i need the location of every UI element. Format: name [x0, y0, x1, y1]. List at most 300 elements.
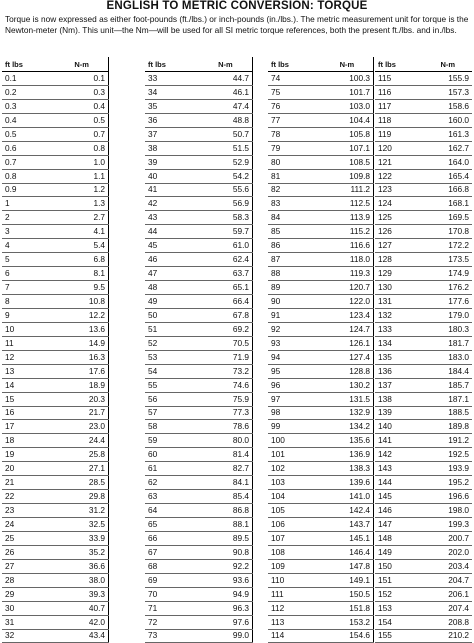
header-row: [145, 57, 253, 72]
table-row: [268, 462, 374, 476]
nm-cell: 208.8: [424, 615, 473, 629]
nm-cell: 104.4: [321, 113, 374, 127]
ft-lbs-cell: 98: [268, 406, 321, 420]
nm-cell: 169.5: [424, 211, 473, 225]
ft-lbs-cell: 42: [145, 197, 199, 211]
nm-cell: 9.5: [55, 281, 108, 295]
nm-cell: 90.8: [199, 545, 253, 559]
ft-lbs-cell: 2: [2, 211, 55, 225]
ft-lbs-cell: 142: [375, 448, 424, 462]
nm-cell: 56.9: [199, 197, 253, 211]
ft-lbs-cell: 101: [268, 448, 321, 462]
ft-lbs-cell: 149: [375, 545, 424, 559]
ft-lbs-cell: 106: [268, 518, 321, 532]
table-row: [2, 378, 109, 392]
ft-lbs-cell: 65: [145, 518, 199, 532]
nm-cell: 80.0: [199, 434, 253, 448]
ft-lbs-cell: 69: [145, 573, 199, 587]
table-row: [2, 253, 109, 267]
ft-lbs-cell: 3: [2, 225, 55, 239]
nm-cell: 74.6: [199, 378, 253, 392]
ft-lbs-cell: 23: [2, 504, 55, 518]
ft-lbs-cell: 11: [2, 336, 55, 350]
nm-cell: 136.9: [321, 448, 374, 462]
ft-lbs-cell: 150: [375, 559, 424, 573]
nm-cell: 1.3: [55, 197, 108, 211]
ft-lbs-cell: 96: [268, 378, 321, 392]
table-row: [268, 281, 374, 295]
table-row: [375, 211, 472, 225]
nm-cell: 54.2: [199, 169, 253, 183]
ft-lbs-cell: 56: [145, 392, 199, 406]
nm-cell: 155.9: [424, 72, 473, 86]
ft-lbs-cell: 85: [268, 225, 321, 239]
table-row: [2, 267, 109, 281]
nm-cell: 109.8: [321, 169, 374, 183]
ft-lbs-cell: 59: [145, 434, 199, 448]
nm-cell: 119.3: [321, 267, 374, 281]
table-row: [145, 183, 253, 197]
table-row: [2, 531, 109, 545]
nm-cell: 172.2: [424, 239, 473, 253]
table-row: [2, 211, 109, 225]
ft-lbs-cell: 62: [145, 476, 199, 490]
nm-cell: 61.0: [199, 239, 253, 253]
nm-cell: 8.1: [55, 267, 108, 281]
nm-cell: 14.9: [55, 336, 108, 350]
table-row: [268, 267, 374, 281]
ft-lbs-cell: 77: [268, 113, 321, 127]
nm-cell: 33.9: [55, 531, 108, 545]
ft-lbs-cell: 33: [145, 72, 199, 86]
ft-lbs-cell: 35: [145, 99, 199, 113]
ft-lbs-cell: 55: [145, 378, 199, 392]
nm-cell: 81.4: [199, 448, 253, 462]
nm-cell: 161.3: [424, 127, 473, 141]
table-row: [2, 559, 109, 573]
header-row: [2, 57, 109, 72]
ft-lbs-cell: 91: [268, 308, 321, 322]
ft-lbs-cell: 31: [2, 615, 55, 629]
table-row: [268, 155, 374, 169]
ft-lbs-cell: 108: [268, 545, 321, 559]
nm-cell: 1.1: [55, 169, 108, 183]
table-row: [145, 155, 253, 169]
ft-lbs-cell: 27: [2, 559, 55, 573]
nm-cell: 85.4: [199, 490, 253, 504]
nm-cell: 0.4: [55, 99, 108, 113]
ft-lbs-cell: 87: [268, 253, 321, 267]
table-row: [145, 267, 253, 281]
table-row: [145, 295, 253, 309]
table-row: [375, 559, 472, 573]
ft-lbs-cell: 84: [268, 211, 321, 225]
nm-cell: 89.5: [199, 531, 253, 545]
nm-cell: 5.4: [55, 239, 108, 253]
ft-lbs-cell: 151: [375, 573, 424, 587]
ft-lbs-cell: 125: [375, 211, 424, 225]
header-ft-lbs: ft lbs: [375, 57, 424, 72]
nm-cell: 166.8: [424, 183, 473, 197]
table-row: [2, 573, 109, 587]
nm-cell: 75.9: [199, 392, 253, 406]
nm-cell: 46.1: [199, 85, 253, 99]
table-row: [2, 462, 109, 476]
table-row: [268, 629, 374, 643]
table-row: [145, 518, 253, 532]
table-row: [2, 295, 109, 309]
nm-cell: 77.3: [199, 406, 253, 420]
table-row: [2, 629, 109, 643]
nm-cell: 170.8: [424, 225, 473, 239]
table-row: [375, 72, 472, 86]
nm-cell: 203.4: [424, 559, 473, 573]
nm-cell: 58.3: [199, 211, 253, 225]
table-row: [145, 322, 253, 336]
ft-lbs-cell: 130: [375, 281, 424, 295]
nm-cell: 191.2: [424, 434, 473, 448]
nm-cell: 145.1: [321, 531, 374, 545]
nm-cell: 28.5: [55, 476, 108, 490]
ft-lbs-cell: 25: [2, 531, 55, 545]
nm-cell: 193.9: [424, 462, 473, 476]
ft-lbs-cell: 53: [145, 350, 199, 364]
ft-lbs-cell: 68: [145, 559, 199, 573]
table-row: [268, 504, 374, 518]
table-row: [2, 183, 109, 197]
table-row: [375, 183, 472, 197]
nm-cell: 6.8: [55, 253, 108, 267]
conversion-table-1: [2, 57, 109, 643]
table-row: [375, 169, 472, 183]
nm-cell: 192.5: [424, 448, 473, 462]
table-row: [2, 155, 109, 169]
nm-cell: 16.3: [55, 350, 108, 364]
ft-lbs-cell: 44: [145, 225, 199, 239]
ft-lbs-cell: 80: [268, 155, 321, 169]
ft-lbs-cell: 26: [2, 545, 55, 559]
table-row: [145, 85, 253, 99]
ft-lbs-cell: 37: [145, 127, 199, 141]
ft-lbs-cell: 72: [145, 615, 199, 629]
table-row: [375, 322, 472, 336]
ft-lbs-cell: 74: [268, 72, 321, 86]
nm-cell: 0.1: [55, 72, 108, 86]
ft-lbs-cell: 136: [375, 364, 424, 378]
ft-lbs-cell: 36: [145, 113, 199, 127]
table-row: [145, 99, 253, 113]
table-row: [375, 629, 472, 643]
table-row: [375, 350, 472, 364]
nm-cell: 32.5: [55, 518, 108, 532]
table-row: [145, 420, 253, 434]
nm-cell: 139.6: [321, 476, 374, 490]
ft-lbs-cell: 20: [2, 462, 55, 476]
table-row: [2, 85, 109, 99]
ft-lbs-cell: 83: [268, 197, 321, 211]
table-row: [375, 587, 472, 601]
ft-lbs-cell: 129: [375, 267, 424, 281]
nm-cell: 38.0: [55, 573, 108, 587]
nm-cell: 36.6: [55, 559, 108, 573]
nm-cell: 2.7: [55, 211, 108, 225]
table-row: [145, 601, 253, 615]
ft-lbs-cell: 152: [375, 587, 424, 601]
table-row: [145, 127, 253, 141]
nm-cell: 84.1: [199, 476, 253, 490]
table-row: [145, 350, 253, 364]
ft-lbs-cell: 114: [268, 629, 321, 643]
ft-lbs-cell: 0.2: [2, 85, 55, 99]
table-row: [145, 197, 253, 211]
nm-cell: 35.2: [55, 545, 108, 559]
table-row: [375, 295, 472, 309]
nm-cell: 21.7: [55, 406, 108, 420]
ft-lbs-cell: 99: [268, 420, 321, 434]
ft-lbs-cell: 41: [145, 183, 199, 197]
nm-cell: 63.7: [199, 267, 253, 281]
nm-cell: 70.5: [199, 336, 253, 350]
table-row: [375, 85, 472, 99]
ft-lbs-cell: 64: [145, 504, 199, 518]
nm-cell: 183.0: [424, 350, 473, 364]
table-row: [375, 518, 472, 532]
nm-cell: 174.9: [424, 267, 473, 281]
nm-cell: 51.5: [199, 141, 253, 155]
ft-lbs-cell: 0.4: [2, 113, 55, 127]
header-ft-lbs: ft lbs: [145, 57, 199, 72]
nm-cell: 52.9: [199, 155, 253, 169]
nm-cell: 142.4: [321, 504, 374, 518]
ft-lbs-cell: 94: [268, 350, 321, 364]
ft-lbs-cell: 61: [145, 462, 199, 476]
nm-cell: 210.2: [424, 629, 473, 643]
nm-cell: 198.0: [424, 504, 473, 518]
table-row: [268, 141, 374, 155]
nm-cell: 13.6: [55, 322, 108, 336]
ft-lbs-cell: 121: [375, 155, 424, 169]
ft-lbs-cell: 111: [268, 587, 321, 601]
table-row: [268, 308, 374, 322]
table-row: [375, 615, 472, 629]
ft-lbs-cell: 12: [2, 350, 55, 364]
intro-paragraph: Torque is now expressed as either foot-pounds (ft./lbs.) or inch-pounds (in./lbs.). The metric measurement unit for torque is the Newton-meter (Nm). This unit—the Nm—will be used for all SI metric torque references, both the present ft./lbs. and in./lbs.: [5, 14, 469, 35]
table-row: [375, 378, 472, 392]
table-row: [268, 559, 374, 573]
ft-lbs-cell: 51: [145, 322, 199, 336]
table-row: [268, 587, 374, 601]
ft-lbs-cell: 71: [145, 601, 199, 615]
table-row: [268, 420, 374, 434]
nm-cell: 82.7: [199, 462, 253, 476]
nm-cell: 128.8: [321, 364, 374, 378]
ft-lbs-cell: 81: [268, 169, 321, 183]
ft-lbs-cell: 89: [268, 281, 321, 295]
nm-cell: 17.6: [55, 364, 108, 378]
ft-lbs-cell: 0.3: [2, 99, 55, 113]
ft-lbs-cell: 5: [2, 253, 55, 267]
ft-lbs-cell: 126: [375, 225, 424, 239]
nm-cell: 39.3: [55, 587, 108, 601]
ft-lbs-cell: 123: [375, 183, 424, 197]
table-row: [2, 364, 109, 378]
table-row: [145, 169, 253, 183]
ft-lbs-cell: 47: [145, 267, 199, 281]
table-row: [375, 308, 472, 322]
nm-cell: 103.0: [321, 99, 374, 113]
table-row: [2, 169, 109, 183]
table-row: [268, 169, 374, 183]
nm-cell: 115.2: [321, 225, 374, 239]
nm-cell: 160.0: [424, 113, 473, 127]
nm-cell: 181.7: [424, 336, 473, 350]
ft-lbs-cell: 67: [145, 545, 199, 559]
nm-cell: 173.5: [424, 253, 473, 267]
table-row: [145, 615, 253, 629]
ft-lbs-cell: 60: [145, 448, 199, 462]
ft-lbs-cell: 0.5: [2, 127, 55, 141]
header-nm: N-m: [55, 57, 108, 72]
nm-cell: 147.8: [321, 559, 374, 573]
nm-cell: 158.6: [424, 99, 473, 113]
nm-cell: 0.3: [55, 85, 108, 99]
table-row: [375, 253, 472, 267]
nm-cell: 100.3: [321, 72, 374, 86]
table-row: [268, 378, 374, 392]
nm-cell: 10.8: [55, 295, 108, 309]
ft-lbs-cell: 112: [268, 601, 321, 615]
ft-lbs-cell: 115: [375, 72, 424, 86]
table-row: [2, 490, 109, 504]
ft-lbs-cell: 16: [2, 406, 55, 420]
table-row: [145, 336, 253, 350]
table-row: [145, 253, 253, 267]
nm-cell: 164.0: [424, 155, 473, 169]
ft-lbs-cell: 0.8: [2, 169, 55, 183]
nm-cell: 176.2: [424, 281, 473, 295]
nm-cell: 107.1: [321, 141, 374, 155]
ft-lbs-cell: 102: [268, 462, 321, 476]
table-row: [375, 141, 472, 155]
table-row: [2, 336, 109, 350]
header-nm: N-m: [321, 57, 374, 72]
nm-cell: 27.1: [55, 462, 108, 476]
conversion-table-3: [268, 57, 374, 643]
ft-lbs-cell: 0.7: [2, 155, 55, 169]
nm-cell: 153.2: [321, 615, 374, 629]
nm-cell: 62.4: [199, 253, 253, 267]
table-row: [2, 322, 109, 336]
ft-lbs-cell: 105: [268, 504, 321, 518]
table-row: [375, 504, 472, 518]
header-ft-lbs: ft lbs: [2, 57, 55, 72]
table-row: [145, 72, 253, 86]
table-row: [375, 462, 472, 476]
ft-lbs-cell: 118: [375, 113, 424, 127]
ft-lbs-cell: 90: [268, 295, 321, 309]
header-nm: N-m: [199, 57, 253, 72]
nm-cell: 1.0: [55, 155, 108, 169]
nm-cell: 177.6: [424, 295, 473, 309]
table-row: [2, 434, 109, 448]
table-row: [2, 545, 109, 559]
nm-cell: 162.7: [424, 141, 473, 155]
ft-lbs-cell: 66: [145, 531, 199, 545]
table-row: [2, 281, 109, 295]
nm-cell: 187.1: [424, 392, 473, 406]
nm-cell: 195.2: [424, 476, 473, 490]
nm-cell: 12.2: [55, 308, 108, 322]
table-row: [375, 448, 472, 462]
ft-lbs-cell: 22: [2, 490, 55, 504]
table-row: [145, 587, 253, 601]
ft-lbs-cell: 28: [2, 573, 55, 587]
ft-lbs-cell: 38: [145, 141, 199, 155]
ft-lbs-cell: 109: [268, 559, 321, 573]
ft-lbs-cell: 143: [375, 462, 424, 476]
table-row: [375, 476, 472, 490]
table-row: [2, 308, 109, 322]
table-row: [2, 392, 109, 406]
ft-lbs-cell: 9: [2, 308, 55, 322]
nm-cell: 111.2: [321, 183, 374, 197]
table-row: [145, 629, 253, 643]
nm-cell: 92.2: [199, 559, 253, 573]
nm-cell: 126.1: [321, 336, 374, 350]
nm-cell: 99.0: [199, 629, 253, 643]
page-title: ENGLISH TO METRIC CONVERSION: TORQUE: [106, 0, 368, 12]
nm-cell: 67.8: [199, 308, 253, 322]
ft-lbs-cell: 107: [268, 531, 321, 545]
nm-cell: 69.2: [199, 322, 253, 336]
table-row: [2, 587, 109, 601]
table-row: [2, 448, 109, 462]
ft-lbs-cell: 4: [2, 239, 55, 253]
table-row: [2, 406, 109, 420]
ft-lbs-cell: 78: [268, 127, 321, 141]
table-row: [268, 225, 374, 239]
nm-cell: 143.7: [321, 518, 374, 532]
table-row: [268, 545, 374, 559]
nm-cell: 0.8: [55, 141, 108, 155]
table-row: [268, 350, 374, 364]
ft-lbs-cell: 100: [268, 434, 321, 448]
table-row: [145, 573, 253, 587]
ft-lbs-cell: 50: [145, 308, 199, 322]
ft-lbs-cell: 13: [2, 364, 55, 378]
ft-lbs-cell: 120: [375, 141, 424, 155]
table-row: [375, 531, 472, 545]
nm-cell: 199.3: [424, 518, 473, 532]
ft-lbs-cell: 93: [268, 336, 321, 350]
ft-lbs-cell: 7: [2, 281, 55, 295]
ft-lbs-cell: 32: [2, 629, 55, 643]
nm-cell: 105.8: [321, 127, 374, 141]
nm-cell: 131.5: [321, 392, 374, 406]
nm-cell: 124.7: [321, 322, 374, 336]
nm-cell: 188.5: [424, 406, 473, 420]
nm-cell: 134.2: [321, 420, 374, 434]
nm-cell: 200.7: [424, 531, 473, 545]
nm-cell: 165.4: [424, 169, 473, 183]
nm-cell: 112.5: [321, 197, 374, 211]
nm-cell: 168.1: [424, 197, 473, 211]
nm-cell: 50.7: [199, 127, 253, 141]
table-row: [375, 127, 472, 141]
ft-lbs-cell: 0.9: [2, 183, 55, 197]
ft-lbs-cell: 137: [375, 378, 424, 392]
ft-lbs-cell: 148: [375, 531, 424, 545]
